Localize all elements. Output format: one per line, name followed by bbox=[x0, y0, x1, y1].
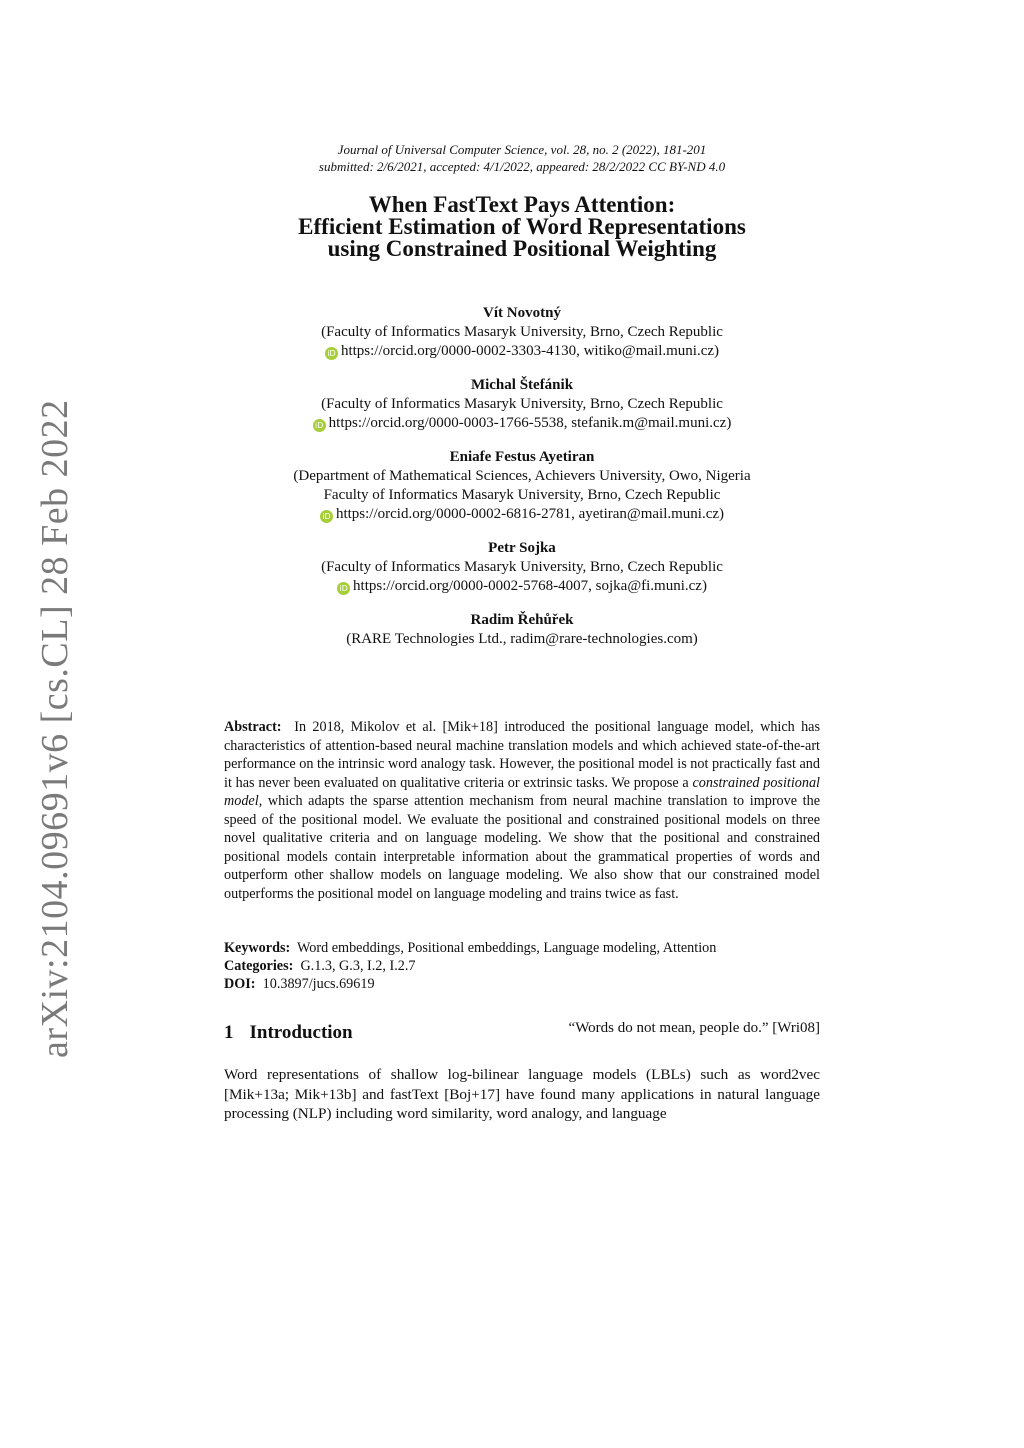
section-title: Introduction bbox=[249, 1022, 353, 1043]
orcid-icon[interactable]: iD bbox=[313, 419, 326, 432]
title-line-2: Efficient Estimation of Word Representations bbox=[298, 214, 746, 239]
author-block bbox=[0, 448, 1024, 524]
arxiv-identifier-stamp: arXiv:2104.09691v6 [cs.CL] 28 Feb 2022 bbox=[34, 399, 76, 1058]
doi-line bbox=[224, 975, 820, 993]
author-contact bbox=[0, 414, 1024, 433]
journal-dates-license: submitted: 2/6/2021, accepted: 4/1/2022, appeared: 28/2/2022 CC BY-ND 4.0 bbox=[318, 159, 726, 174]
paper-title bbox=[0, 194, 1024, 260]
author-orcid-email[interactable]: https://orcid.org/0000-0002-5768-4007, sojka@fi.muni.cz) bbox=[353, 578, 707, 594]
author-orcid-email[interactable]: https://orcid.org/0000-0002-3303-4130, witiko@mail.muni.cz) bbox=[340, 343, 720, 359]
abstract-text-part-1: In 2018, Mikolov et al. [Mik+18] introduced the positional language model, which has characteristics of attention-based neural machine translation models and which achieved state-of-the-art performance on the intrinsic word analogy task. However, the positional model is not practically fast and it has never been evaluated on qualitative criteria or extrinsic tasks. We propose a bbox=[224, 719, 820, 791]
categories-line bbox=[224, 957, 820, 975]
author-name: Vít Novotný bbox=[483, 305, 561, 321]
author-contact bbox=[0, 342, 1024, 361]
intro-paragraph: Word representations of shallow log-bilinear language models (LBLs) such as word2vec [Mik+13a; Mik+13b] and fastText [Boj+17] have found many applications in natural language processing (NLP) including word similarity, word analogy, and language bbox=[224, 1066, 820, 1122]
journal-header bbox=[0, 141, 1024, 175]
author-name: Michal Štefánik bbox=[470, 377, 574, 393]
abstract-label: Abstract: bbox=[224, 719, 282, 735]
orcid-icon[interactable]: iD bbox=[325, 347, 338, 360]
orcid-icon[interactable]: iD bbox=[320, 510, 333, 523]
categories-value: G.1.3, G.3, I.2, I.2.7 bbox=[300, 958, 416, 974]
abstract bbox=[224, 718, 820, 903]
doi-value[interactable]: 10.3897/jucs.69619 bbox=[262, 976, 375, 992]
author-affiliation: (Department of Mathematical Sciences, Achievers University, Owo, Nigeria bbox=[293, 468, 751, 484]
orcid-icon[interactable]: iD bbox=[337, 582, 350, 595]
author-affiliation: (Faculty of Informatics Masaryk University, Brno, Czech Republic bbox=[321, 559, 723, 575]
author-name: Petr Sojka bbox=[488, 540, 556, 556]
keywords-value: Word embeddings, Positional embeddings, Language modeling, Attention bbox=[297, 940, 717, 956]
author-name: Radim Řehůřek bbox=[470, 612, 574, 628]
author-name: Eniafe Festus Ayetiran bbox=[449, 449, 595, 465]
categories-label: Categories: bbox=[224, 958, 294, 974]
title-line-3: using Constrained Positional Weighting bbox=[327, 236, 717, 261]
author-contact bbox=[0, 577, 1024, 596]
title-line-1: When FastText Pays Attention: bbox=[368, 192, 676, 217]
doi-label: DOI: bbox=[224, 976, 256, 992]
keywords-line bbox=[224, 939, 820, 957]
paper-metadata bbox=[224, 939, 820, 993]
journal-citation: Journal of Universal Computer Science, vol. 28, no. 2 (2022), 181-201 bbox=[337, 142, 707, 157]
author-orcid-email[interactable]: https://orcid.org/0000-0002-6816-2781, ayetiran@mail.muni.cz) bbox=[335, 506, 725, 522]
author-contact bbox=[0, 505, 1024, 524]
section-number: 1 bbox=[224, 1022, 234, 1043]
author-affiliation: (RARE Technologies Ltd., radim@rare-technologies.com) bbox=[346, 631, 698, 647]
abstract-text-part-2: , which adapts the sparse attention mechanism from neural machine translation to improve the speed of the positional model. We evaluate the positional and constrained positional models on three novel qualitative criteria and on language modeling. We show that the positional and constrained positional models contain interpretable information about the grammatical properties of words and outperform other shallow models on language modeling. We also show that our constrained model outperforms the positional model on language modeling and trains twice as fast. bbox=[224, 793, 820, 902]
author-list bbox=[0, 304, 1024, 664]
author-affiliation-secondary: Faculty of Informatics Masaryk University, Brno, Czech Republic bbox=[323, 487, 721, 503]
author-orcid-email[interactable]: https://orcid.org/0000-0003-1766-5538, stefanik.m@mail.muni.cz) bbox=[328, 415, 732, 431]
section-heading bbox=[224, 1022, 353, 1044]
author-affiliation: (Faculty of Informatics Masaryk University, Brno, Czech Republic bbox=[321, 396, 723, 412]
keywords-label: Keywords: bbox=[224, 940, 291, 956]
author-block bbox=[0, 611, 1024, 649]
author-block bbox=[0, 539, 1024, 596]
author-block bbox=[0, 376, 1024, 433]
author-block bbox=[0, 304, 1024, 361]
abstract-emphasis: constrained positional model bbox=[224, 774, 820, 809]
author-affiliation: (Faculty of Informatics Masaryk University, Brno, Czech Republic bbox=[321, 324, 723, 340]
epigraph-quote: “Words do not mean, people do.” [Wri08] bbox=[568, 1020, 820, 1036]
